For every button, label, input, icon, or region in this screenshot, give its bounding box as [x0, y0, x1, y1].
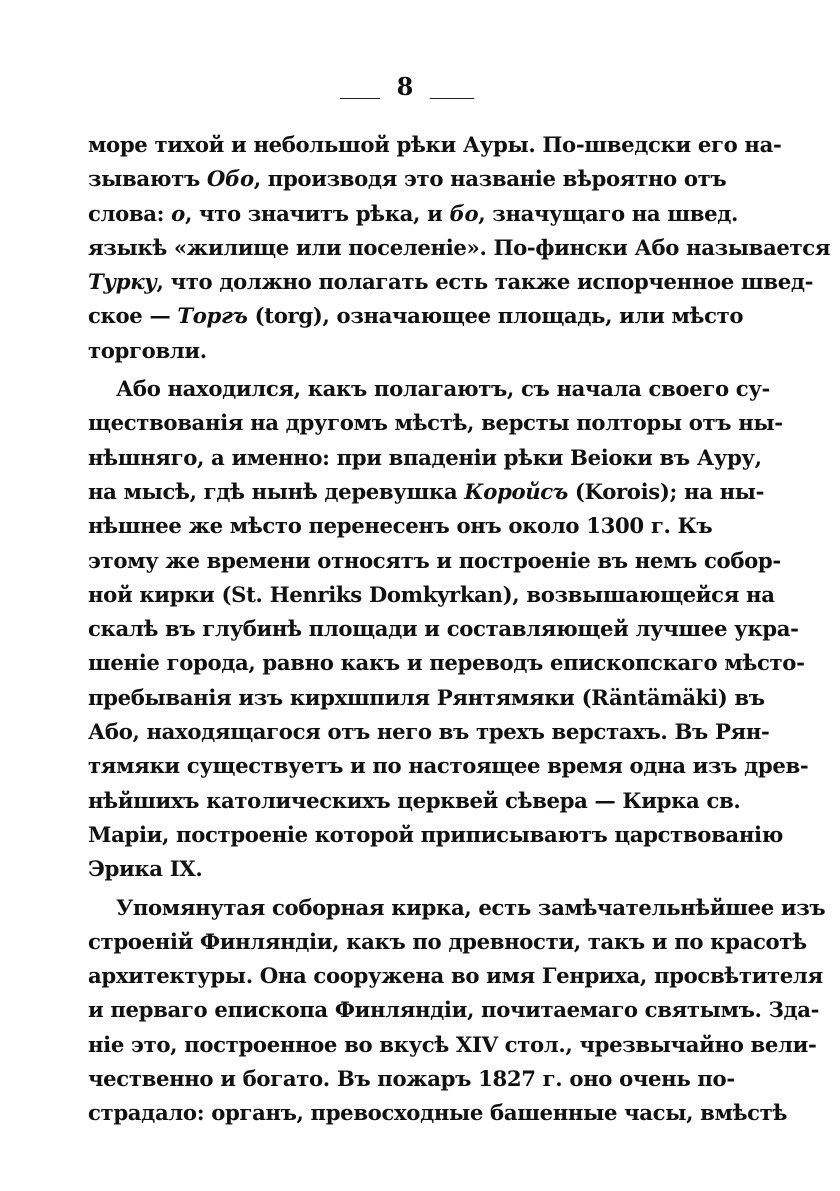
text-line: и перваго епископа Финляндіи, почитаемаго святымъ. Зда- [88, 997, 820, 1023]
text-line: Эрика IX. [88, 856, 203, 882]
italic-term: бо [449, 200, 479, 226]
text-line: Турку, что должно полагать есть также испорченное швед- [88, 269, 814, 295]
text-line: тямяки существуетъ и по настоящее время одна изъ древ- [88, 753, 809, 779]
header-rule-left [340, 98, 380, 99]
text-line: скалѣ въ глубинѣ площади и составляющей лучшее укра- [88, 616, 799, 642]
text-line: зываютъ Обо, производя это названіе вѣроятно отъ [88, 166, 727, 192]
text-line: ніе это, построенное во вкусѣ XIV стол., чрезвычайно вели- [88, 1031, 817, 1057]
text-line: слова: о, что значитъ рѣка, и бо, значущаго на швед. [88, 200, 739, 226]
italic-term: Обо [206, 166, 254, 192]
italic-term: Коройсъ [464, 478, 568, 504]
page-number: 8 [396, 72, 414, 101]
text-line: этому же времени относятъ и построеніе въ немъ собор- [88, 547, 781, 573]
text-line: нѣйшихъ католическихъ церквей сѣвера — Кирка св. [88, 787, 741, 813]
text-line: Або, находящагося отъ него въ трехъ верстахъ. Въ Рян- [88, 719, 770, 745]
text-line: Або находился, какъ полагаютъ, съ начала своего су- [116, 376, 770, 402]
text-line: чественно и богато. Въ пожаръ 1827 г. оно очень по- [88, 1066, 735, 1092]
text-line: море тихой и небольшой рѣки Ауры. По-шведски его на- [88, 132, 782, 157]
body-text [88, 128, 831, 1131]
text-line: страдало: органъ, превосходные башенные часы, вмѣстѣ [88, 1100, 788, 1126]
text-line: ское — Торгъ (torg), означающее площадь, или мѣсто [88, 303, 744, 329]
text-line: пребыванія изъ кирхшпиля Рянтямяки (Räntämäki) въ [88, 684, 765, 710]
italic-term: о [171, 200, 185, 226]
text-line: нѣшняго, а именно: при впаденіи рѣки Веіоки въ Ауру, [88, 444, 762, 470]
page-header [330, 70, 480, 110]
text-line: языкѣ «жилище или поселеніе». По-фински Або называется [88, 234, 831, 260]
text-line: Упомянутая соборная кирка, есть замѣчательнѣйшее изъ [116, 894, 826, 920]
text-line: Маріи, построеніе которой приписываютъ царствованію [88, 821, 784, 847]
text-line: строеній Финляндіи, какъ по древности, такъ и по красотѣ [88, 928, 807, 954]
italic-term: Турку [88, 269, 157, 295]
text-line: нѣшнее же мѣсто перенесенъ онъ около 1300 г. Къ [88, 513, 713, 539]
text-line: торговли. [88, 337, 207, 363]
text-line: шеніе города, равно какъ и переводъ епископскаго мѣсто- [88, 650, 805, 676]
header-rule-right [430, 98, 474, 99]
text-line: архитектуры. Она сооружена во имя Генриха, просвѣтителя [88, 963, 823, 989]
italic-term: Торгъ [177, 303, 248, 329]
text-line: ной кирки (St. Henriks Domkyrkan), возвышающейся на [88, 581, 775, 607]
text-line: ществованія на другомъ мѣстѣ, версты полторы отъ ны- [88, 410, 783, 436]
text-line: на мысѣ, гдѣ нынѣ деревушка Коройсъ (Korois); на ны- [88, 478, 765, 504]
